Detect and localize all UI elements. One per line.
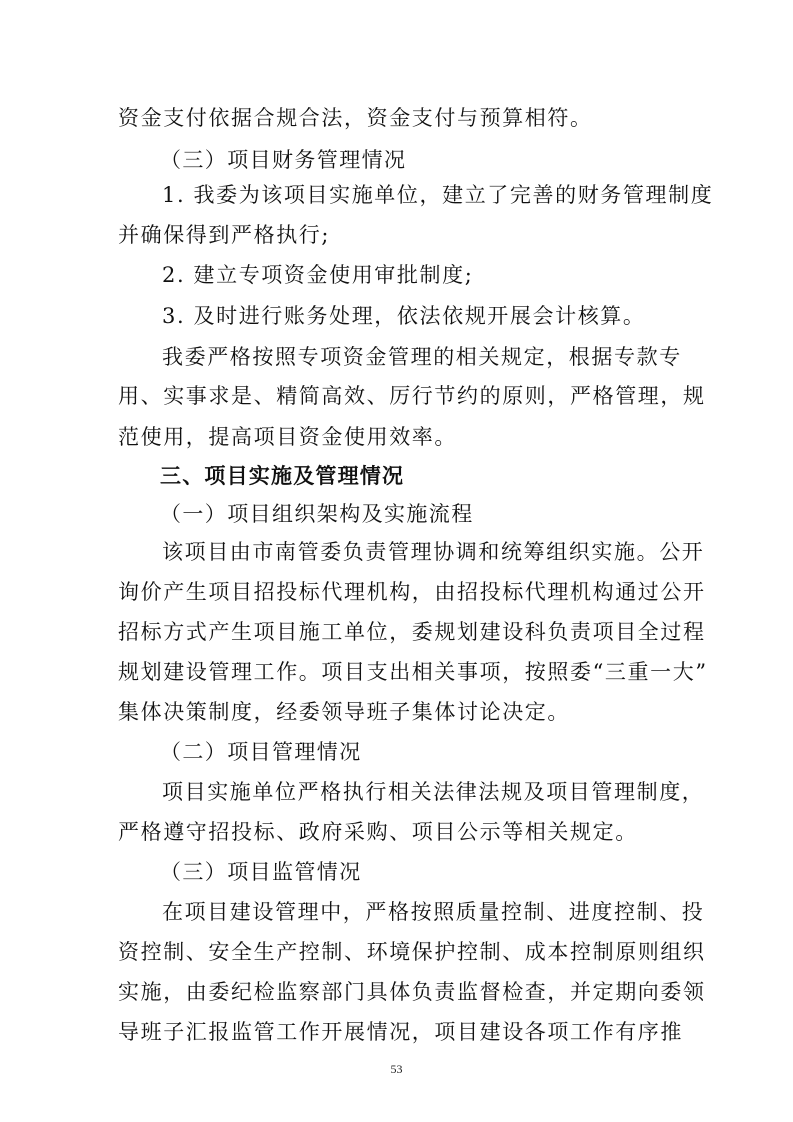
- text-line: 资金支付依据合规合法，资金支付与预算相符。: [118, 106, 593, 130]
- text-line: 集体决策制度，经委领导班子集体讨论决定。: [118, 700, 570, 724]
- text-line: 2. 建立专项资金使用审批制度;: [162, 263, 474, 287]
- text-line: 严格遵守招投标、政府采购、项目公示等相关规定。: [118, 820, 638, 844]
- text-line: 范使用，提高项目资金使用效率。: [118, 425, 457, 449]
- text-line: 该项目由市南管委负责管理协调和统筹组织实施。公开: [162, 540, 705, 564]
- section-heading: 三、项目实施及管理情况: [160, 464, 405, 488]
- text-line: 实施，由委纪检监察部门具体负责监督检查，并定期向委领: [118, 980, 706, 1004]
- text-line: 资控制、安全生产控制、环境保护控制、成本控制原则组织: [118, 940, 706, 964]
- text-line: 招标方式产生项目施工单位，委规划建设科负责项目全过程: [118, 620, 706, 644]
- subsection-heading: （一）项目组织架构及实施流程: [160, 502, 474, 526]
- text-line: 3. 及时进行账务处理，依法依规开展会计核算。: [162, 304, 646, 328]
- text-line: 1. 我委为该项目实施单位，建立了完善的财务管理制度: [162, 183, 714, 207]
- text-line: 规划建设管理工作。项目支出相关事项，按照委“三重一大”: [118, 660, 708, 684]
- text-line: 并确保得到严格执行;: [118, 223, 331, 247]
- page-number: 53: [390, 1062, 403, 1076]
- text-line: 项目实施单位严格执行相关法律法规及项目管理制度，: [162, 780, 705, 804]
- text-line: 导班子汇报监管工作开展情况，项目建设各项工作有序推: [118, 1020, 683, 1044]
- text-line: 我委严格按照专项资金管理的相关规定，根据专款专: [162, 345, 682, 369]
- subsection-heading: （三）项目监管情况: [160, 860, 362, 884]
- text-line: 询价产生项目招投标代理机构，由招投标代理机构通过公开: [118, 580, 706, 604]
- text-line: 在项目建设管理中，严格按照质量控制、进度控制、投: [162, 900, 705, 924]
- text-line: 用、实事求是、精简高效、厉行节约的原则，严格管理，规: [118, 384, 706, 408]
- subsection-heading: （二）项目管理情况: [160, 740, 362, 764]
- subsection-heading: （三）项目财务管理情况: [160, 148, 407, 172]
